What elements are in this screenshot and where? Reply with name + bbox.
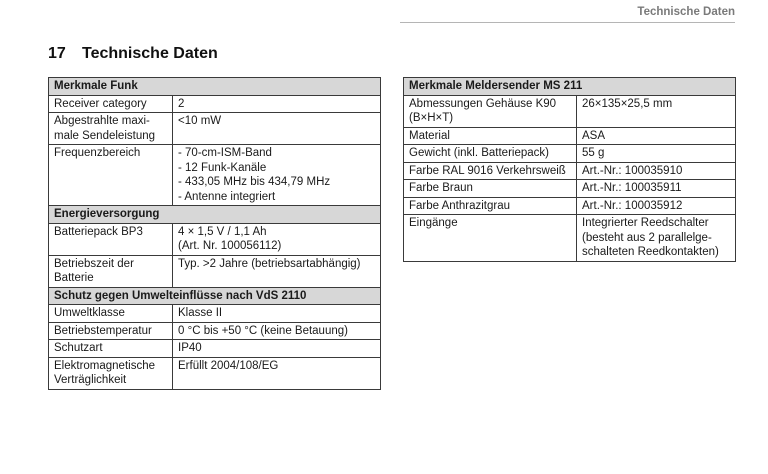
row-value: Integrierter Reedschalter (besteht aus 2 parallelge- schalteten Reedkontakten) bbox=[577, 215, 736, 262]
section-title: Schutz gegen Umwelteinflüsse nach VdS 2110 bbox=[49, 287, 381, 305]
table-row bbox=[404, 180, 736, 198]
spec-table-funk-energie-schutz bbox=[48, 77, 381, 390]
chapter-number: 17 bbox=[48, 45, 66, 62]
section-header-row bbox=[404, 78, 736, 96]
table-row bbox=[404, 162, 736, 180]
row-value: IP40 bbox=[173, 340, 381, 358]
row-value: Typ. >2 Jahre (betriebsartabhängig) bbox=[173, 255, 381, 287]
section-title: Energieversorgung bbox=[49, 206, 381, 224]
row-label: Elektromagnetische Verträglichkeit bbox=[49, 357, 173, 389]
row-label: Abmessungen Gehäuse K90 (B×H×T) bbox=[404, 95, 577, 127]
section-header-row bbox=[49, 287, 381, 305]
table-row bbox=[49, 113, 381, 145]
table-row bbox=[404, 145, 736, 163]
section-header-row bbox=[49, 78, 381, 96]
row-label: Betriebszeit der Batterie bbox=[49, 255, 173, 287]
row-value: Klasse II bbox=[173, 305, 381, 323]
table-row bbox=[404, 95, 736, 127]
row-value: Art.-Nr.: 100035911 bbox=[577, 180, 736, 198]
table-row bbox=[404, 197, 736, 215]
row-label: Umweltklasse bbox=[49, 305, 173, 323]
running-header: Technische Daten bbox=[400, 3, 735, 23]
row-value: 55 g bbox=[577, 145, 736, 163]
table-row bbox=[49, 255, 381, 287]
table-row bbox=[49, 357, 381, 389]
row-value: <10 mW bbox=[173, 113, 381, 145]
chapter-title: Technische Daten bbox=[82, 45, 218, 62]
table-row bbox=[49, 95, 381, 113]
row-label: Betriebstemperatur bbox=[49, 322, 173, 340]
table-row bbox=[404, 215, 736, 262]
table-row bbox=[49, 340, 381, 358]
row-label: Farbe Braun bbox=[404, 180, 577, 198]
row-value: 4 × 1,5 V / 1,1 Ah (Art. Nr. 100056112) bbox=[173, 223, 381, 255]
row-label: Material bbox=[404, 127, 577, 145]
section-title: Merkmale Meldersender MS 211 bbox=[404, 78, 736, 96]
section-header-row bbox=[49, 206, 381, 224]
row-label: Gewicht (inkl. Batteriepack) bbox=[404, 145, 577, 163]
row-value: 26×135×25,5 mm bbox=[577, 95, 736, 127]
spec-table-meldersender bbox=[403, 77, 736, 262]
table-row bbox=[404, 127, 736, 145]
row-value: ASA bbox=[577, 127, 736, 145]
row-label: Receiver category bbox=[49, 95, 173, 113]
row-label: Frequenzbereich bbox=[49, 145, 173, 206]
section-title: Merkmale Funk bbox=[49, 78, 381, 96]
row-label: Abgestrahlte maxi- male Sendeleistung bbox=[49, 113, 173, 145]
row-label: Farbe RAL 9016 Verkehrsweiß bbox=[404, 162, 577, 180]
row-label: Batteriepack BP3 bbox=[49, 223, 173, 255]
chapter-heading bbox=[48, 45, 218, 63]
table-row bbox=[49, 223, 381, 255]
row-value: Art.-Nr.: 100035912 bbox=[577, 197, 736, 215]
row-value: 2 bbox=[173, 95, 381, 113]
row-value: Art.-Nr.: 100035910 bbox=[577, 162, 736, 180]
row-value: - 70-cm-ISM-Band - 12 Funk-Kanäle - 433,05 MHz bis 434,79 MHz - Antenne integriert bbox=[173, 145, 381, 206]
table-row bbox=[49, 145, 381, 206]
row-value: 0 °C bis +50 °C (keine Betauung) bbox=[173, 322, 381, 340]
row-label: Farbe Anthrazitgrau bbox=[404, 197, 577, 215]
row-label: Schutzart bbox=[49, 340, 173, 358]
table-row bbox=[49, 305, 381, 323]
row-value: Erfüllt 2004/108/EG bbox=[173, 357, 381, 389]
row-label: Eingänge bbox=[404, 215, 577, 262]
table-row bbox=[49, 322, 381, 340]
